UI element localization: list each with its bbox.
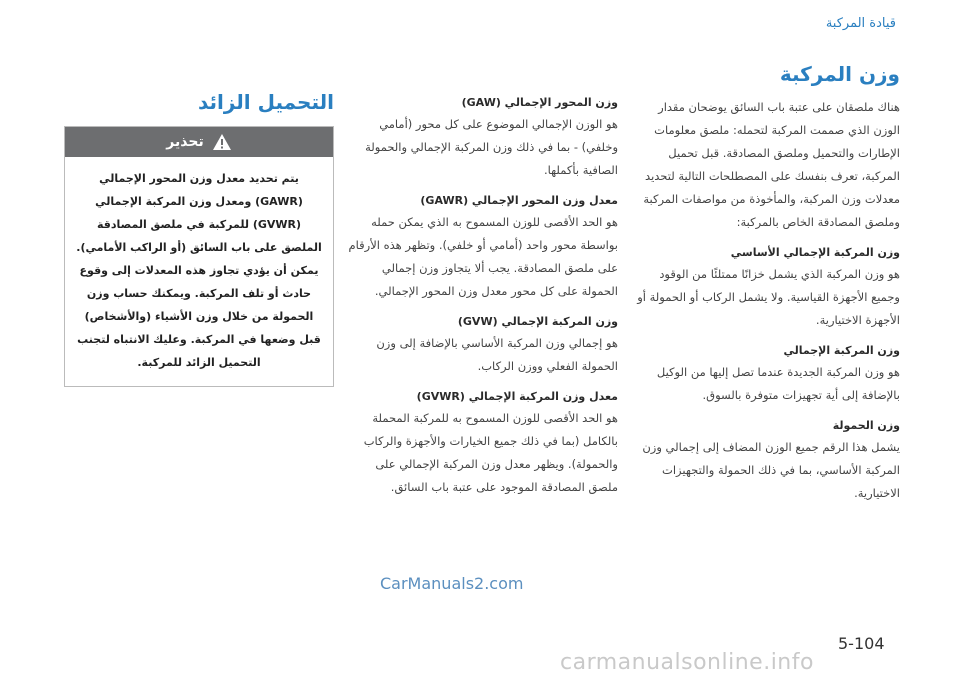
warning-text: يتم تحديد معدل وزن المحور الإجمالي (GAWR) ومعدل وزن المركبة الإجمالي (GVWR) للمركبة في ملصق المصادقة الملصق على باب السائق (أو الراكب الأمامي). يمكن أن يؤدي تجاوز هذه المعدلات إلى وقوع حادث أو تلف المركبة. ويمكنك حساب وزن الحمولة من خلال وزن الأشياء (والأشخاص) قبل وضعها في المركبة. وعليك الانتباه لتجنب التحميل الزائد للمركبة. xyxy=(76,172,322,369)
intro-paragraph: هناك ملصقان على عتبة باب السائق يوضحان مقدار الوزن الذي صممت المركبة لتحمله: ملصق معلومات الإطارات والتحميل وملصق المصادقة. قبل تحميل المركبة، تعرف بنفسك على المصطلحات التالية لتحديد معدلات وزن المركبة، والمأخوذة من مواصفات المركبة وملصق المصادقة الخاص بالمركبة: xyxy=(643,100,900,229)
subheading: وزن المركبة الإجمالي (GVW) xyxy=(457,315,618,328)
paragraph: يشمل هذا الرقم جميع الوزن المضاف إلى إجمالي وزن المركبة الأساسي، بما في ذلك الحمولة والتجهيزات الاختيارية. xyxy=(642,440,900,500)
paragraph: هو وزن المركبة الجديدة عندما تصل إليها من الوكيل بالإضافة إلى أية تجهيزات متوفرة بالسوق. xyxy=(656,365,900,402)
paragraph: هو إجمالي وزن المركبة الأساسي بالإضافة إلى وزن الحمولة الفعلي ووزن الركاب. xyxy=(376,336,618,373)
paragraph: هو الوزن الإجمالي الموضوع على كل محور (أمامي وخلفي) - بما في ذلك وزن المركبة الإجمالي والحمولة الصافية بأكملها. xyxy=(365,117,618,177)
paragraph: هو الحد الأقصى للوزن المسموح به للمركبة المحملة بالكامل (بما في ذلك جميع الخيارات والأجهزة والركاب والحمولة). ويظهر معدل وزن المركبة الإجمالي على ملصق المصادقة الموجود على عتبة باب السائق. xyxy=(363,411,618,494)
warning-label: تحذير xyxy=(166,134,204,150)
subheading: وزن المركبة الإجمالي الأساسي xyxy=(730,246,900,259)
subheading: وزن المركبة الإجمالي xyxy=(783,344,900,357)
subheading: وزن الحمولة xyxy=(832,419,900,432)
watermark-carmanuals: CarManuals2.com xyxy=(380,574,524,593)
subheading: وزن المحور الإجمالي (GAW) xyxy=(461,96,618,109)
page-number: 5-104 xyxy=(838,634,885,653)
subheading: معدل وزن المركبة الإجمالي (GVWR) xyxy=(416,390,618,403)
subheading: معدل وزن المحور الإجمالي (GAWR) xyxy=(420,194,618,207)
paragraph: هو الحد الأقصى للوزن المسموح به الذي يمكن حمله بواسطة محور واحد (أمامي أو خلفي). وتظهر هذه الأرقام على ملصق المصادقة. يجب ألا يتجاوز وزن إجمالي الحمولة على كل محور معدل وزن المحور الإجمالي. xyxy=(348,215,618,298)
chapter-header: قيادة المركبة xyxy=(825,16,896,31)
left-column xyxy=(64,90,334,387)
paragraph: هو وزن المركبة الذي يشمل خزانًا ممتلئًا من الوقود وجميع الأجهزة القياسية. ولا يشمل الركاب أو الحمولة أو الأجهزة الاختيارية. xyxy=(637,267,900,327)
warning-triangle-icon xyxy=(212,133,232,151)
section-title: وزن المركبة xyxy=(779,62,900,86)
right-column xyxy=(630,62,900,505)
middle-column xyxy=(346,90,618,499)
warning-header xyxy=(65,127,333,157)
watermark-site: carmanualsonline.info xyxy=(560,650,814,675)
overloading-title: التحميل الزائد xyxy=(197,90,334,114)
warning-box xyxy=(64,126,334,387)
